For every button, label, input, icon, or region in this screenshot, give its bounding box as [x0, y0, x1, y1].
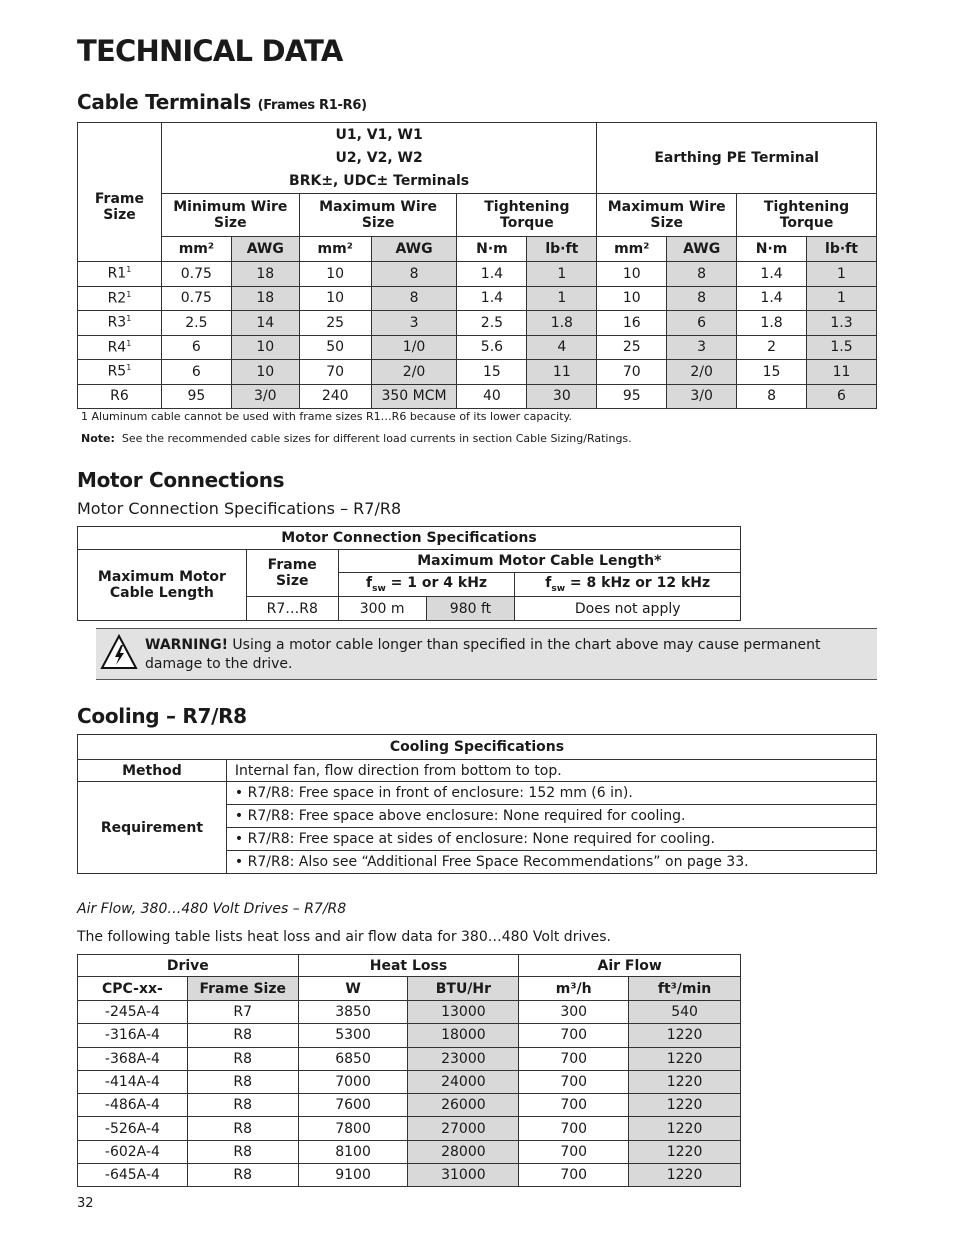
frame-cell [78, 262, 162, 287]
requirement-label: Requirement [78, 782, 227, 874]
unit-header: mm² [161, 237, 231, 262]
table-cell: -245A-4 [78, 1001, 188, 1024]
table-cell: 14 [231, 311, 299, 336]
table-cell: R8 [187, 1094, 298, 1117]
cable-terminals-heading [77, 90, 367, 114]
pe-max-wire-header: Maximum Wire Size [597, 194, 737, 237]
table-cell: 6 [161, 360, 231, 385]
unit-header: mm² [597, 237, 667, 262]
note-label: Note: [81, 432, 115, 445]
motor-frame-size-header: Frame Size [246, 550, 338, 597]
table-cell: 240 [299, 384, 371, 409]
table-cell: 11 [807, 360, 877, 385]
warning-text [145, 636, 845, 674]
table-row [78, 360, 877, 385]
table-cell: 1220 [629, 1024, 741, 1047]
cooling-heading: Cooling – R7/R8 [77, 704, 247, 728]
table-cell: 95 [597, 384, 667, 409]
table-cell: -486A-4 [78, 1094, 188, 1117]
footnote-marker: 1 [126, 265, 132, 275]
max-cable-length-header: Maximum Motor Cable Length* [338, 550, 740, 573]
table-cell: 1220 [629, 1094, 741, 1117]
footnote-marker: 1 [126, 289, 132, 299]
table-cell: 10 [231, 335, 299, 360]
table-cell: 2/0 [667, 360, 737, 385]
table-cell: 23000 [408, 1047, 519, 1070]
table-cell: 25 [597, 335, 667, 360]
table-cell: 1.8 [737, 311, 807, 336]
unit-header: AWG [231, 237, 299, 262]
table-cell: 24000 [408, 1070, 519, 1093]
cable-heading-text: Cable Terminals [77, 90, 251, 114]
table-row [78, 384, 877, 409]
table-cell: 1 [527, 262, 597, 287]
table-cell: 0.75 [161, 262, 231, 287]
table-row [78, 311, 877, 336]
warning-electric-icon [100, 633, 138, 671]
table-row [78, 1024, 741, 1047]
motor-length-na: Does not apply [515, 597, 741, 621]
table-cell: 1220 [629, 1117, 741, 1140]
table-cell: 8 [667, 286, 737, 311]
warning-body: Using a motor cable longer than specified in the chart above may cause permanent damage to the drive. [145, 637, 821, 672]
table-cell: 18 [231, 262, 299, 287]
heat-loss-header: Heat Loss [298, 955, 519, 977]
table-cell: 700 [519, 1024, 629, 1047]
table-cell: 25 [299, 311, 371, 336]
cable-terminals-table [77, 122, 877, 409]
airflow-subheader-row [78, 977, 741, 1001]
table-cell: 70 [597, 360, 667, 385]
max-wire-header: Maximum Wire Size [299, 194, 457, 237]
table-cell: 3/0 [231, 384, 299, 409]
table-cell: 700 [519, 1140, 629, 1163]
table-cell: 700 [519, 1117, 629, 1140]
table-cell: 2/0 [371, 360, 457, 385]
table-cell: 3/0 [667, 384, 737, 409]
table-cell: 7600 [298, 1094, 408, 1117]
table-cell: R8 [187, 1140, 298, 1163]
table-cell: 1220 [629, 1070, 741, 1093]
earthing-pe-header: Earthing PE Terminal [597, 123, 877, 194]
frame-cell [78, 360, 162, 385]
footnote-marker: 1 [126, 363, 132, 373]
frame-label: R2 [107, 290, 127, 307]
table-cell: 8 [667, 262, 737, 287]
table-row [78, 1140, 741, 1163]
table-row [78, 1001, 741, 1024]
fsw-low-text: = 1 or 4 kHz [390, 575, 488, 592]
cooling-table-title: Cooling Specifications [78, 735, 877, 760]
table-row [78, 1117, 741, 1140]
table-cell: R8 [187, 1164, 298, 1187]
table-cell: 1.5 [807, 335, 877, 360]
table-cell: 1220 [629, 1164, 741, 1187]
footnote-marker: 1 [126, 314, 132, 324]
table-cell: 18000 [408, 1024, 519, 1047]
unit-header: N·m [457, 237, 527, 262]
table-cell: 8100 [298, 1140, 408, 1163]
table-cell: 1 [807, 262, 877, 287]
motor-table-title: Motor Connection Specifications [78, 527, 741, 550]
table-cell: 700 [519, 1047, 629, 1070]
table-cell: 27000 [408, 1117, 519, 1140]
warning-box [96, 628, 877, 680]
table-cell: R8 [187, 1070, 298, 1093]
frame-cell [78, 384, 162, 409]
requirement-item: • R7/R8: Free space above enclosure: None required for cooling. [226, 805, 876, 828]
table-cell: 3850 [298, 1001, 408, 1024]
unit-header: AWG [371, 237, 457, 262]
table-row [78, 1164, 741, 1187]
table-cell: 1.4 [737, 262, 807, 287]
max-motor-cable-label: Maximum Motor Cable Length [78, 550, 247, 621]
requirement-item: • R7/R8: Also see “Additional Free Space Recommendations” on page 33. [226, 851, 876, 874]
airflow-subheader: CPC-xx- [78, 977, 188, 1001]
torque-header: Tightening Torque [457, 194, 597, 237]
terminals-line-2: U2, V2, W2 [335, 149, 423, 166]
table-cell: -368A-4 [78, 1047, 188, 1070]
frame-label: R4 [107, 339, 127, 356]
power-terminals-header [161, 123, 596, 194]
airflow-table [77, 954, 741, 1187]
table-cell: 700 [519, 1164, 629, 1187]
fsw-high-header: $f_{sw} = 8$ kHz or 12 kHz [515, 573, 741, 597]
table-cell: 95 [161, 384, 231, 409]
table-cell: 10 [299, 286, 371, 311]
requirement-item: • R7/R8: Free space at sides of enclosure: None required for cooling. [226, 828, 876, 851]
motor-length-ft: 980 ft [426, 597, 515, 621]
airflow-subheader: W [298, 977, 408, 1001]
note-text: See the recommended cable sizes for different load currents in section Cable Sizing/Ratings. [121, 432, 632, 445]
table-cell: 6 [667, 311, 737, 336]
table-cell: 3 [371, 311, 457, 336]
frame-cell [78, 335, 162, 360]
table-cell: 13000 [408, 1001, 519, 1024]
airflow-subheader: Frame Size [187, 977, 298, 1001]
terminals-line-3: BRK±, UDC± Terminals [289, 172, 470, 189]
frame-size-header: Frame Size [78, 123, 162, 262]
table-cell: 31000 [408, 1164, 519, 1187]
table-cell: 10 [597, 262, 667, 287]
table-row [78, 262, 877, 287]
table-cell: -602A-4 [78, 1140, 188, 1163]
table-cell: 7800 [298, 1117, 408, 1140]
table-cell: 30 [527, 384, 597, 409]
table-cell: 1.4 [737, 286, 807, 311]
unit-header: lb·ft [807, 237, 877, 262]
motor-frame-value: R7…R8 [246, 597, 338, 621]
table-cell: 8 [371, 262, 457, 287]
table-cell: 9100 [298, 1164, 408, 1187]
table-cell: 28000 [408, 1140, 519, 1163]
airflow-intro: The following table lists heat loss and air flow data for 380…480 Volt drives. [77, 929, 611, 945]
table-cell: 2 [737, 335, 807, 360]
table-cell: 4 [527, 335, 597, 360]
airflow-subheader: BTU/Hr [408, 977, 519, 1001]
table-cell: -316A-4 [78, 1024, 188, 1047]
table-cell: 1 [807, 286, 877, 311]
airflow-subheader: m³/h [519, 977, 629, 1001]
unit-header: lb·ft [527, 237, 597, 262]
table-cell: 0.75 [161, 286, 231, 311]
table-cell: 350 MCM [371, 384, 457, 409]
cooling-table [77, 734, 877, 874]
table-cell: 3 [667, 335, 737, 360]
table-cell: 50 [299, 335, 371, 360]
table-cell: 2.5 [457, 311, 527, 336]
fsw-high-text: = 8 kHz or 12 kHz [569, 575, 711, 592]
page-title: TECHNICAL DATA [77, 34, 343, 68]
table-cell: 10 [231, 360, 299, 385]
table-cell: 1.8 [527, 311, 597, 336]
requirement-item: • R7/R8: Free space in front of enclosure: 152 mm (6 in). [226, 782, 876, 805]
motor-connections-heading: Motor Connections [77, 468, 285, 492]
table-cell: 1220 [629, 1047, 741, 1070]
table-cell: -645A-4 [78, 1164, 188, 1187]
motor-subheading: Motor Connection Specifications – R7/R8 [77, 499, 402, 518]
cable-heading-frames: (Frames R1-R6) [257, 98, 367, 113]
unit-header: mm² [299, 237, 371, 262]
table-cell: 15 [457, 360, 527, 385]
table-cell: 1.3 [807, 311, 877, 336]
table-cell: 6 [807, 384, 877, 409]
table-cell: R8 [187, 1117, 298, 1140]
unit-header: N·m [737, 237, 807, 262]
fsw-low-header: $f_{sw} = 1$ or 4 kHz [338, 573, 515, 597]
table-row [78, 286, 877, 311]
table-cell: R7 [187, 1001, 298, 1024]
motor-length-m: 300 m [338, 597, 426, 621]
table-cell: 10 [597, 286, 667, 311]
min-wire-header: Minimum Wire Size [161, 194, 299, 237]
motor-connection-table [77, 526, 741, 621]
table-row [78, 1047, 741, 1070]
table-cell: R8 [187, 1024, 298, 1047]
units-row [78, 237, 877, 262]
table-cell: 6 [161, 335, 231, 360]
table-cell: 1220 [629, 1140, 741, 1163]
table-cell: 5300 [298, 1024, 408, 1047]
table-cell: 700 [519, 1070, 629, 1093]
table-cell: 1 [527, 286, 597, 311]
table-cell: 11 [527, 360, 597, 385]
frame-label: R3 [107, 315, 127, 332]
table-cell: 540 [629, 1001, 741, 1024]
footnote-marker: 1 [126, 338, 132, 348]
table-row [78, 1094, 741, 1117]
table-cell: 10 [299, 262, 371, 287]
table-cell: 26000 [408, 1094, 519, 1117]
table-row [78, 1070, 741, 1093]
cable-note [81, 432, 632, 445]
table-cell: 16 [597, 311, 667, 336]
air-flow-header: Air Flow [519, 955, 741, 977]
warning-label: WARNING! [145, 637, 228, 653]
pe-torque-header: Tightening Torque [737, 194, 877, 237]
table-cell: 40 [457, 384, 527, 409]
table-cell: 300 [519, 1001, 629, 1024]
aluminum-footnote: 1 Aluminum cable cannot be used with frame sizes R1…R6 because of its lower capacity. [81, 410, 572, 423]
method-value: Internal fan, flow direction from bottom to top. [226, 760, 876, 782]
table-cell: 1/0 [371, 335, 457, 360]
table-cell: 5.6 [457, 335, 527, 360]
table-cell: 7000 [298, 1070, 408, 1093]
table-cell: 1.4 [457, 286, 527, 311]
table-cell: 15 [737, 360, 807, 385]
table-cell: 2.5 [161, 311, 231, 336]
terminals-line-1: U1, V1, W1 [335, 126, 423, 143]
table-cell: 700 [519, 1094, 629, 1117]
page-number: 32 [77, 1196, 94, 1211]
table-cell: 18 [231, 286, 299, 311]
table-cell: 8 [371, 286, 457, 311]
table-cell: -414A-4 [78, 1070, 188, 1093]
frame-label: R1 [107, 266, 127, 283]
table-row [78, 335, 877, 360]
table-cell: 70 [299, 360, 371, 385]
method-label: Method [78, 760, 227, 782]
drive-header: Drive [78, 955, 299, 977]
table-cell: 1.4 [457, 262, 527, 287]
table-cell: 6850 [298, 1047, 408, 1070]
frame-cell [78, 286, 162, 311]
table-cell: -526A-4 [78, 1117, 188, 1140]
table-cell: R8 [187, 1047, 298, 1070]
unit-header: AWG [667, 237, 737, 262]
airflow-caption: Air Flow, 380…480 Volt Drives – R7/R8 [77, 901, 347, 917]
frame-label: R6 [110, 388, 129, 405]
airflow-subheader: ft³/min [629, 977, 741, 1001]
table-cell: 8 [737, 384, 807, 409]
frame-cell [78, 311, 162, 336]
frame-label: R5 [107, 364, 127, 381]
